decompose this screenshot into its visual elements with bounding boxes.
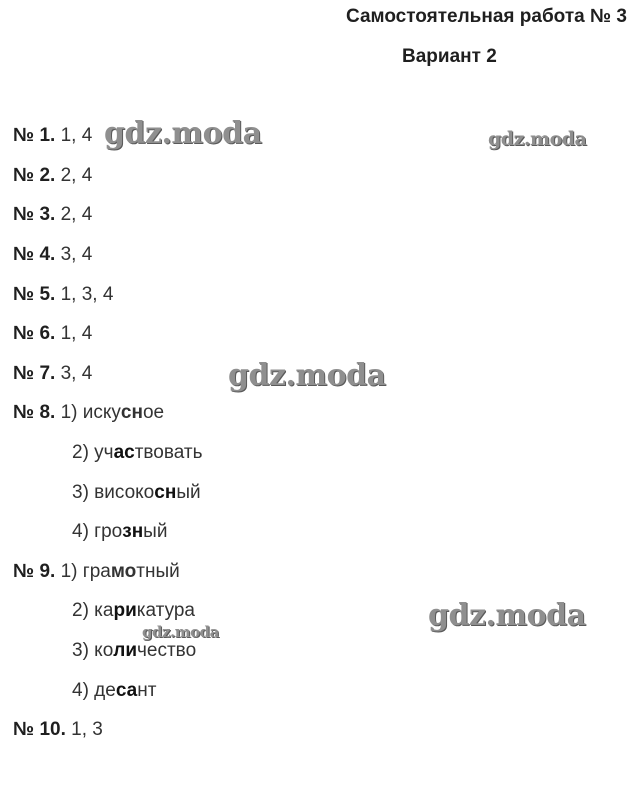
- q9-item: 4) десант: [72, 680, 157, 701]
- answer-number: № 8.: [13, 402, 56, 423]
- answer-row: [13, 322, 92, 346]
- answer-value: 2, 4: [60, 165, 93, 186]
- answer-number: № 5.: [13, 284, 56, 305]
- variant-title: Вариант 2: [402, 46, 497, 67]
- q9-item: 3) количество: [72, 640, 197, 661]
- answer-number: № 3.: [13, 204, 56, 225]
- watermark-logo: gdz.moda: [228, 358, 386, 393]
- watermark-logo: gdz.moda: [428, 598, 586, 633]
- watermark-logo: gdz.moda: [104, 116, 262, 151]
- answer-value: 1, 4: [60, 125, 93, 146]
- answer-number: № 10.: [13, 719, 66, 740]
- answer-value: 1, 4: [60, 323, 93, 344]
- answer-number: № 1.: [13, 125, 56, 146]
- answer-row: [13, 203, 92, 227]
- answer-number: № 2.: [13, 165, 56, 186]
- answer-number: № 6.: [13, 323, 56, 344]
- answer-value: 2, 4: [60, 204, 93, 225]
- answer-number: № 9.: [13, 561, 56, 582]
- answer-row: [13, 164, 92, 188]
- q8-item: 2) участвовать: [72, 442, 203, 463]
- q9-item: 1) грамотный: [60, 561, 180, 582]
- watermark-logo: gdz.moda: [488, 128, 587, 150]
- answer-row: [13, 560, 180, 584]
- q8-item: 4) грозный: [72, 521, 168, 542]
- answer-number: № 7.: [13, 363, 56, 384]
- answer-value: 3, 4: [60, 363, 93, 384]
- answer-value: 1, 3: [71, 719, 103, 740]
- answer-row: [13, 362, 92, 386]
- q9-item: 2) карикатура: [72, 600, 195, 621]
- answer-number: № 4.: [13, 244, 56, 265]
- watermark-logo: gdz.moda: [142, 623, 219, 641]
- answer-value: 3, 4: [60, 244, 93, 265]
- answer-value: 1, 3, 4: [60, 284, 114, 305]
- q8-item: 1) искусное: [60, 402, 165, 423]
- answer-row: [13, 243, 92, 267]
- page-title: Самостоятельная работа № 3: [346, 6, 627, 27]
- answer-row: [13, 283, 113, 307]
- q8-item: 3) високосный: [72, 482, 201, 503]
- answer-row: [13, 718, 103, 742]
- answer-row: [13, 401, 164, 425]
- answer-row: [13, 124, 92, 148]
